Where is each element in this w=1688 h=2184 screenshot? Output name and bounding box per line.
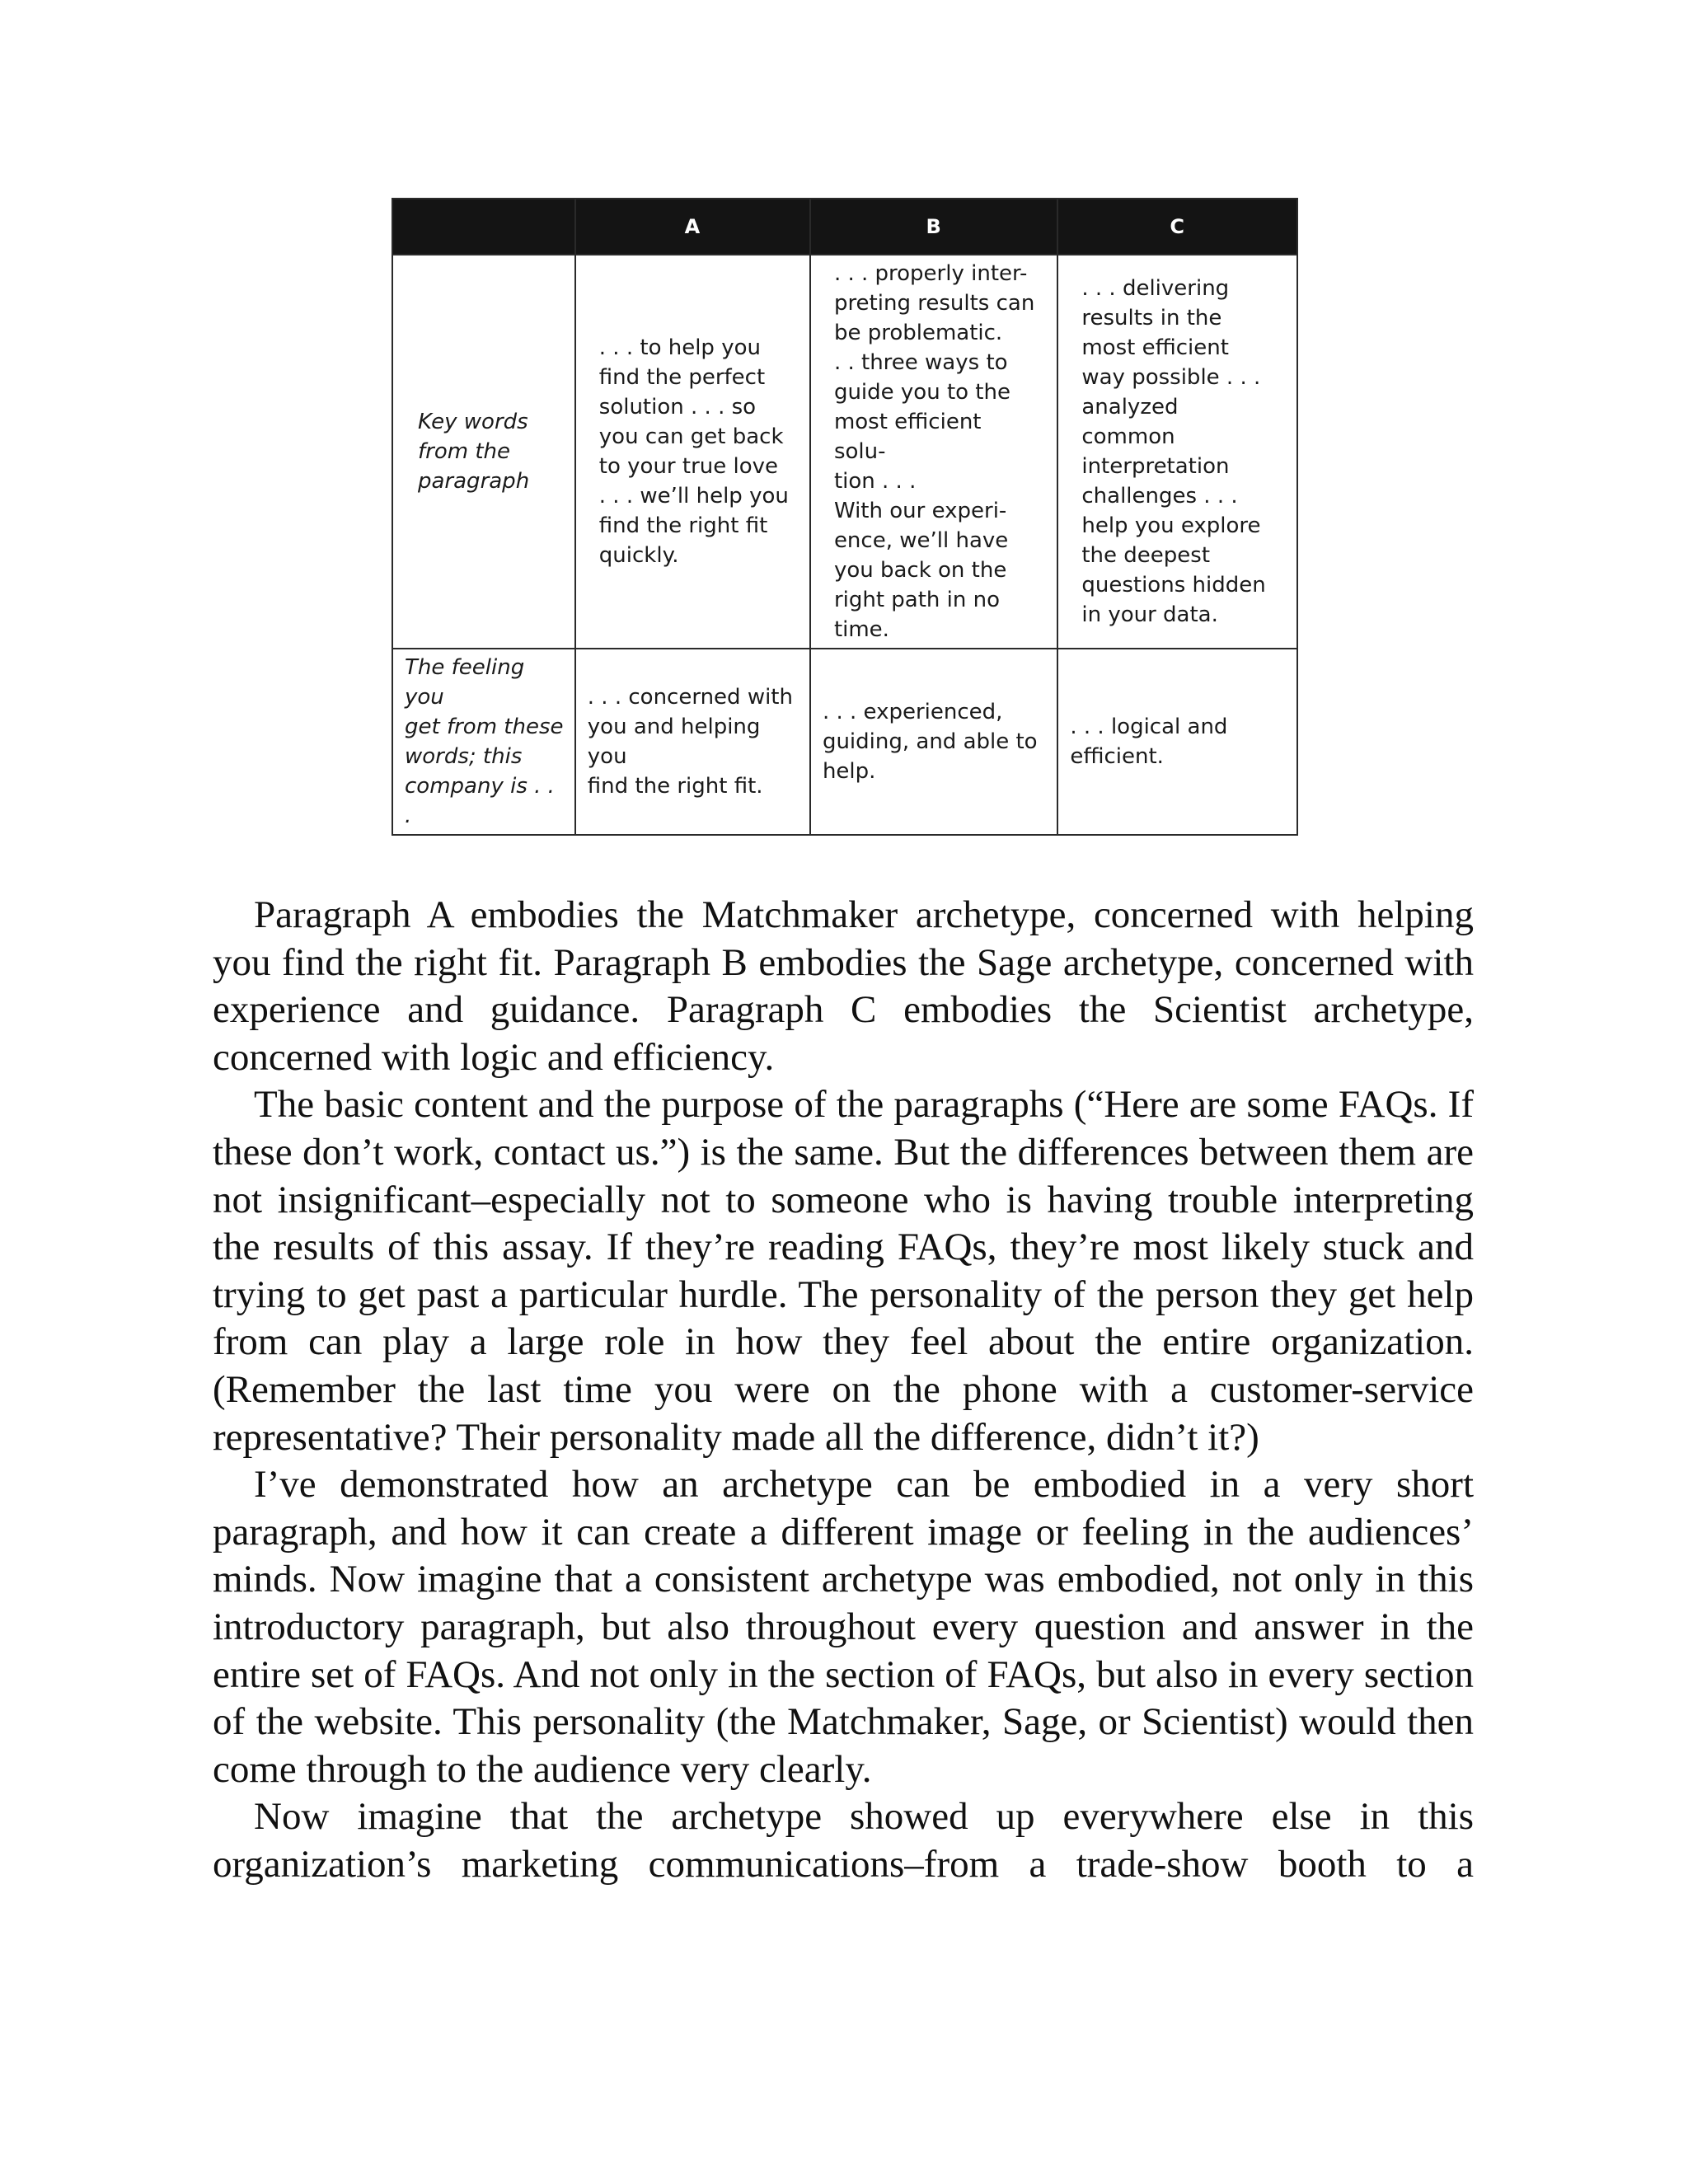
header-cell-a: A [575,199,810,255]
row-label-text: Key words from the paragraph [418,410,530,494]
archetype-comparison-table [392,198,1298,836]
cell-text: . . . experienced, guiding, and able to help. [822,700,1038,784]
header-cell-c: C [1057,199,1297,255]
header-cell-b: B [810,199,1057,255]
row-label-text: The feeling you get from these words; this company is . . . [405,655,564,828]
cell-key-words-a [575,255,810,649]
cell-text: . . . logical and efficient. [1070,715,1228,769]
cell-feeling-b [810,649,1057,835]
table-row-feeling [392,649,1297,835]
table-row-key-words [392,255,1297,649]
table-header-row [392,199,1297,255]
row-label-feeling [392,649,575,835]
cell-text: . . . properly inter- preting results can be problematic. . . three ways to guide you to the most efficient solu- tion . . . With our experi- ence, we’ll have you back on the right path in no time. [833,261,1035,642]
paragraph-archetype-summary: Paragraph A embodies the Matchmaker archetype, concerned with helping you find the right fit. Paragraph B embodies the Sage archetype, concerned with experience and guidance. Paragraph C embodies the Scientist archetype, concerned with logic and efficiency. [213,893,1474,1079]
cell-text: . . . to help you find the perfect solution . . . so you can get back to your true love . . . we’ll help you find the right fit quickly. [598,335,789,568]
paragraph-marketing-communications: Now imagine that the archetype showed up everywhere else in this organization’s marketing communications–from a trade-show booth to a [213,1795,1474,1886]
header-cell-blank [392,199,575,255]
cell-key-words-b [810,255,1057,649]
cell-text: . . . concerned with you and helping you find the right fit. [587,685,793,799]
paragraph-faq-differences: The basic content and the purpose of the paragraphs (“Here are some FAQs. If these don’t work, contact us.”) is the same. But the differences between them are not insignificant–especially not to someone who is having trouble interpreting the results of this assay. If they’re reading FAQs, they’re most likely stuck and trying to get past a particular hurdle. The personality of the person they get help from can play a large role in how they feel about the entire organization. (Remember the last time you were on the phone with a customer-service representative? Their personality made all the difference, didn’t it?) [213,1083,1474,1459]
paragraph-consistent-archetype: I’ve demonstrated how an archetype can be embodied in a very short paragraph, and how it can create a different image or feeling in the audiences’ minds. Now imagine that a consistent archetype was embodied, not only in this introductory paragraph, but also throughout every question and answer in the entire set of FAQs. And not only in the section of FAQs, but also in every section of the website. This personality (the Matchmaker, Sage, or Scientist) would then come through to the audience very clearly. [213,1463,1474,1791]
body-text [213,892,1474,1888]
cell-text: . . . delivering results in the most efficient way possible . . . analyzed common interpretation challenges . . . help you explore the deepest questions hidden in your data. [1081,276,1266,627]
row-label-key-words [392,255,575,649]
cell-feeling-a [575,649,810,835]
cell-key-words-c [1057,255,1297,649]
cell-feeling-c [1057,649,1297,835]
